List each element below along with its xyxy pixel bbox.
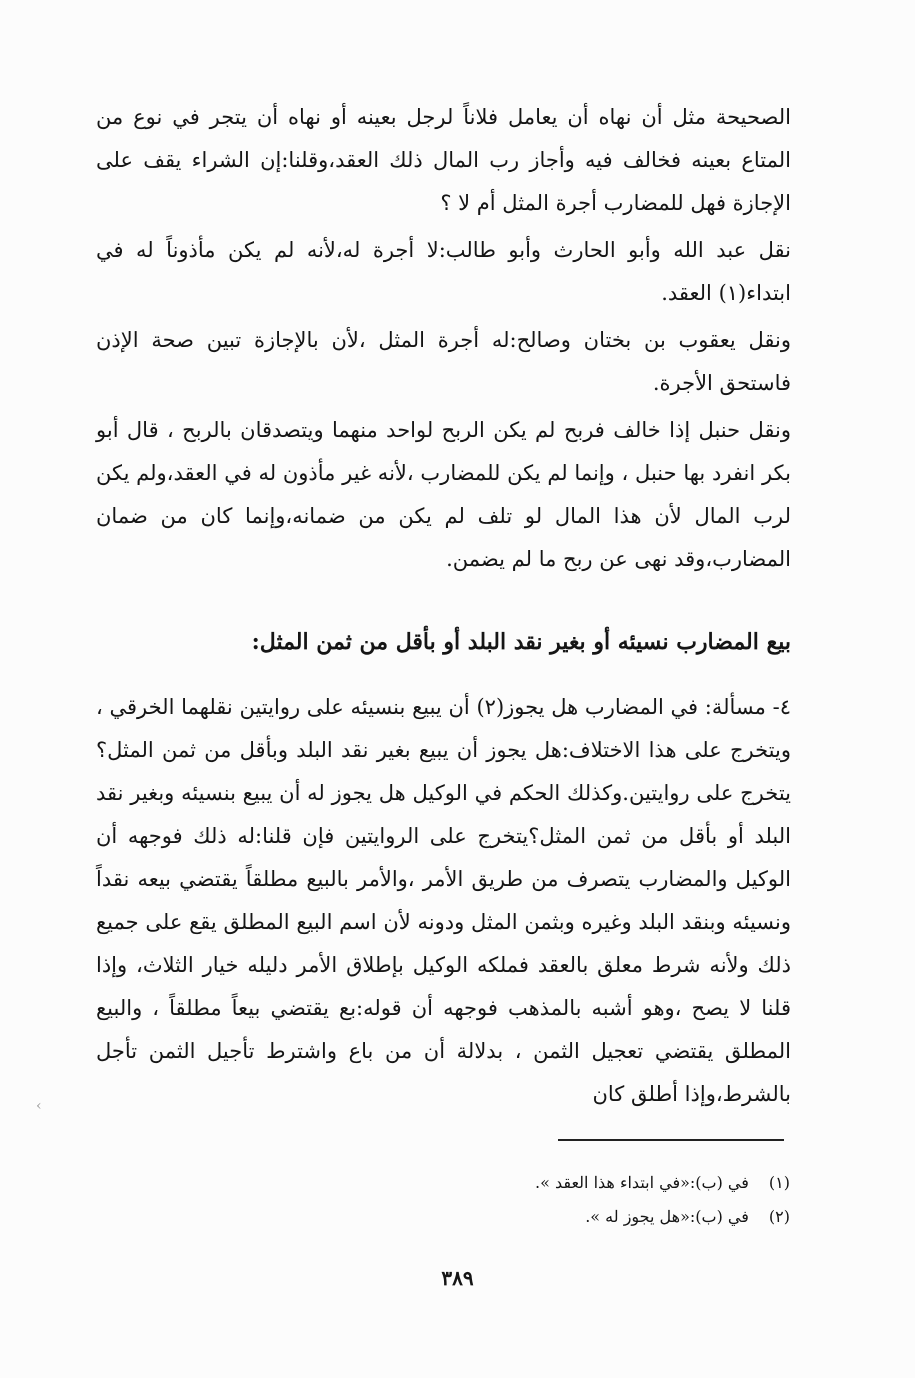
footnote-2-text: في (ب):«هل يجوز له ». xyxy=(585,1207,749,1226)
footnote-1-text: في (ب):«في ابتداء هذا العقد ». xyxy=(535,1173,749,1192)
body-text-bottom xyxy=(96,686,791,1116)
footnote-2 xyxy=(300,1200,790,1234)
paragraph-third-narration: ونقل حنبل إذا خالف فربح لم يكن الربح لواحد منهما ويتصدقان بالربح ، قال أبو بكر انفرد بها حنبل ، وإنما لم يكن للمضارب ،لأنه غير مأذون له في العقد،ولم يكن لرب المال لأن هذا المال لو تلف لم يكن من ضمانه،وإنما كان من ضمان المضارب،وقد نهى عن ربح ما لم يضمن. xyxy=(96,418,791,571)
paragraph-second-narration: ونقل يعقوب بن بختان وصالح:له أجرة المثل ،لأن بالإجازة تبين صحة الإذن فاستحق الأجرة. xyxy=(96,328,791,395)
margin-mark-icon: ‹ xyxy=(36,1098,42,1114)
paragraph-first-narration: نقل عبد الله وأبو الحارث وأبو طالب:لا أجرة له،لأنه لم يكن مأذوناً له في ابتداء(١) العقد. xyxy=(96,238,791,305)
footnote-2-number: (٢) xyxy=(768,1207,790,1226)
footnote-1-number: (١) xyxy=(768,1173,790,1192)
paragraph-mas-ala: ٤- مسألة: في المضارب هل يجوز(٢) أن يبيع بنسيئه على روايتين نقلهما الخرقي ، ويتخرج على هذا الاختلاف:هل يجوز أن يبيع بغير نقد البلد وبأقل من ثمن المثل؟ يتخرج على روايتين.وكذلك الحكم في الوكيل هل يجوز له أن يبيع بنسيئه وبغير نقد البلد أو بأقل من ثمن المثل؟يتخرج على الروايتين فإن قلنا:له ذلك فوجهه أن الوكيل والمضارب يتصرف من طريق الأمر ،والأمر بالبيع مطلقاً يقتضي بيعه نقداً ونسيئه وبنقد البلد وغيره وبثمن المثل ودونه لأن اسم البيع المطلق يقع على جميع ذلك ولأنه شرط معلق بالعقد فملكه الوكيل بإطلاق الأمر دليله خيار الثلاث، وإذا قلنا لا يصح ،وهو أشبه بالمذهب فوجهه أن قوله:بع يقتضي بيعاً مطلقاً ، والبيع المطلق يقتضي تعجيل الثمن ، بدلالة أن من باع واشترط تأجيل الثمن تأجل بالشرط،وإذا أطلق كان xyxy=(96,695,791,1106)
page-number: ٣٨٩ xyxy=(441,1266,474,1290)
footnote-1 xyxy=(300,1166,790,1200)
footnote-divider xyxy=(558,1139,784,1141)
intro-paragraph: الصحيحة مثل أن نهاه أن يعامل فلاناً لرجل بعينه أو نهاه أن يتجر في نوع من المتاع بعينه فخالف فيه وأجاز رب المال ذلك العقد،وقلنا:إن الشراء يقف على الإجازة فهل للمضارب أجرة المثل أم لا ؟ xyxy=(96,105,791,215)
section-heading: بيع المضارب نسيئه أو بغير نقد البلد أو بأقل من ثمن المثل: xyxy=(251,629,791,655)
footnotes xyxy=(300,1166,790,1234)
body-text-top xyxy=(96,96,791,581)
